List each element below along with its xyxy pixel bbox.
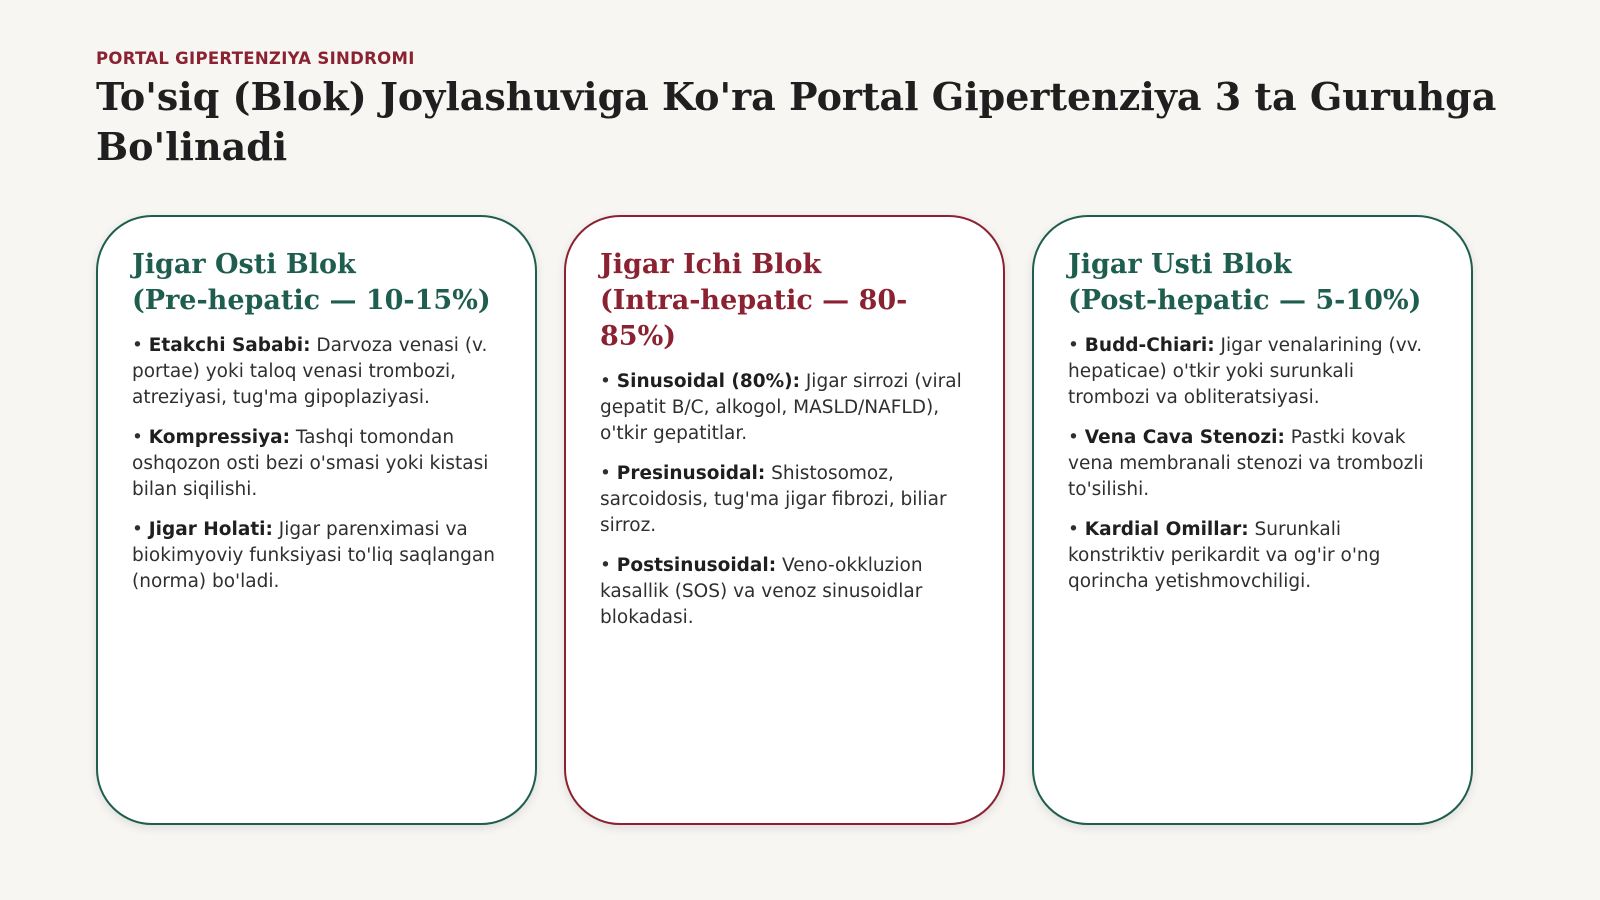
card-title-subtitle: (Post-hepatic — 5-10%) [1068, 285, 1422, 316]
card-title-name: Jigar Usti Blok [1068, 249, 1292, 280]
bullet-item: • Vena Cava Stenozi: Pastki kovak vena membranali stenozi va trombozli to'silishi. [1068, 427, 1424, 500]
card-title [600, 247, 973, 355]
card-title-name: Jigar Osti Blok [132, 249, 356, 280]
bullet-item: • Postsinusoidal: Veno-okkluzion kasallik (SOS) va venoz sinusoidlar blokadasi. [600, 555, 923, 628]
bullet-text: Pastki kovak vena membranali stenozi va trombozli to'silishi. [1068, 427, 1424, 500]
bullet-text: Tashqi tomondan oshqozon osti bezi o'smasi yoki kistasi bilan siqilishi. [132, 427, 489, 500]
bullet-label: Vena Cava Stenozi: [1084, 427, 1285, 448]
card-title-subtitle: (Intra-hepatic — 80-85%) [600, 285, 908, 352]
card-title [132, 247, 505, 319]
bullet-label: Etakchi Sababi: [148, 335, 311, 356]
bullet-text: Jigar sirrozi (viral gepatit B/C, alkogol, MASLD/NAFLD), o'tkir gepatitlar. [600, 371, 962, 444]
bullet-text: Veno-okkluzion kasallik (SOS) va venoz sinusoidlar blokadasi. [600, 555, 923, 628]
bullet-item: • Presinusoidal: Shistosomoz, sarcoidosis, tug'ma jigar fibrozi, biliar sirroz. [600, 463, 947, 536]
bullet-label: Kompressiya: [148, 427, 291, 448]
bullet-item: • Etakchi Sababi: Darvoza venasi (v. portae) yoki taloq venasi trombozi, atreziyasi, tug'ma gipoplaziyasi. [132, 335, 488, 408]
bullet-item: • Budd-Chiari: Jigar venalarining (vv. hepaticae) o'tkir yoki surunkali trombozi va obliteratsiyasi. [1068, 335, 1423, 408]
bullet-text: Jigar parenximasi va biokimyoviy funksiyasi to'liq saqlangan (norma) bo'ladi. [132, 519, 495, 592]
bullet-text: Darvoza venasi (v. portae) yoki taloq venasi trombozi, atreziyasi, tug'ma gipoplaziyasi. [132, 335, 488, 408]
bullet-item: • Kompressiya: Tashqi tomondan oshqozon osti bezi o'smasi yoki kistasi bilan siqilishi. [132, 427, 489, 500]
bullet-text: Surunkali konstriktiv perikardit va og'ir o'ng qorincha yetishmovchiligi. [1068, 519, 1381, 592]
bullet-label: Presinusoidal: [616, 463, 766, 484]
card-intra-hepatic [564, 215, 1005, 825]
bullet-item: • Sinusoidal (80%): Jigar sirrozi (viral gepatit B/C, alkogol, MASLD/NAFLD), o'tkir gepatitlar. [600, 371, 962, 444]
section-label: PORTAL GIPERTENZIYA SINDROMI [96, 49, 415, 68]
page-title: To'siq (Blok) Joylashuviga Ko'ra Portal Gipertenziya 3 ta Guruhga Bo'linadi [96, 74, 1497, 169]
bullet-label: Budd-Chiari: [1084, 335, 1215, 356]
card-title-subtitle: (Pre-hepatic — 10-15%) [132, 285, 491, 316]
bullet-text: Shistosomoz, sarcoidosis, tug'ma jigar fibrozi, biliar sirroz. [600, 463, 947, 536]
bullet-label: Kardial Omillar: [1084, 519, 1249, 540]
card-title-name: Jigar Ichi Blok [600, 249, 822, 280]
card-pre-hepatic [96, 215, 537, 825]
bullet-item: • Kardial Omillar: Surunkali konstriktiv perikardit va og'ir o'ng qorincha yetishmovchiligi. [1068, 519, 1381, 592]
bullet-label: Jigar Holati: [148, 519, 273, 540]
bullet-label: Sinusoidal (80%): [616, 371, 800, 392]
bullet-text: Jigar venalarining (vv. hepaticae) o'tkir yoki surunkali trombozi va obliteratsiyasi. [1068, 335, 1423, 408]
card-title [1068, 247, 1441, 319]
card-post-hepatic [1032, 215, 1473, 825]
bullet-item: • Jigar Holati: Jigar parenximasi va biokimyoviy funksiyasi to'liq saqlangan (norma) bo'ladi. [132, 519, 495, 592]
bullet-label: Postsinusoidal: [616, 555, 777, 576]
